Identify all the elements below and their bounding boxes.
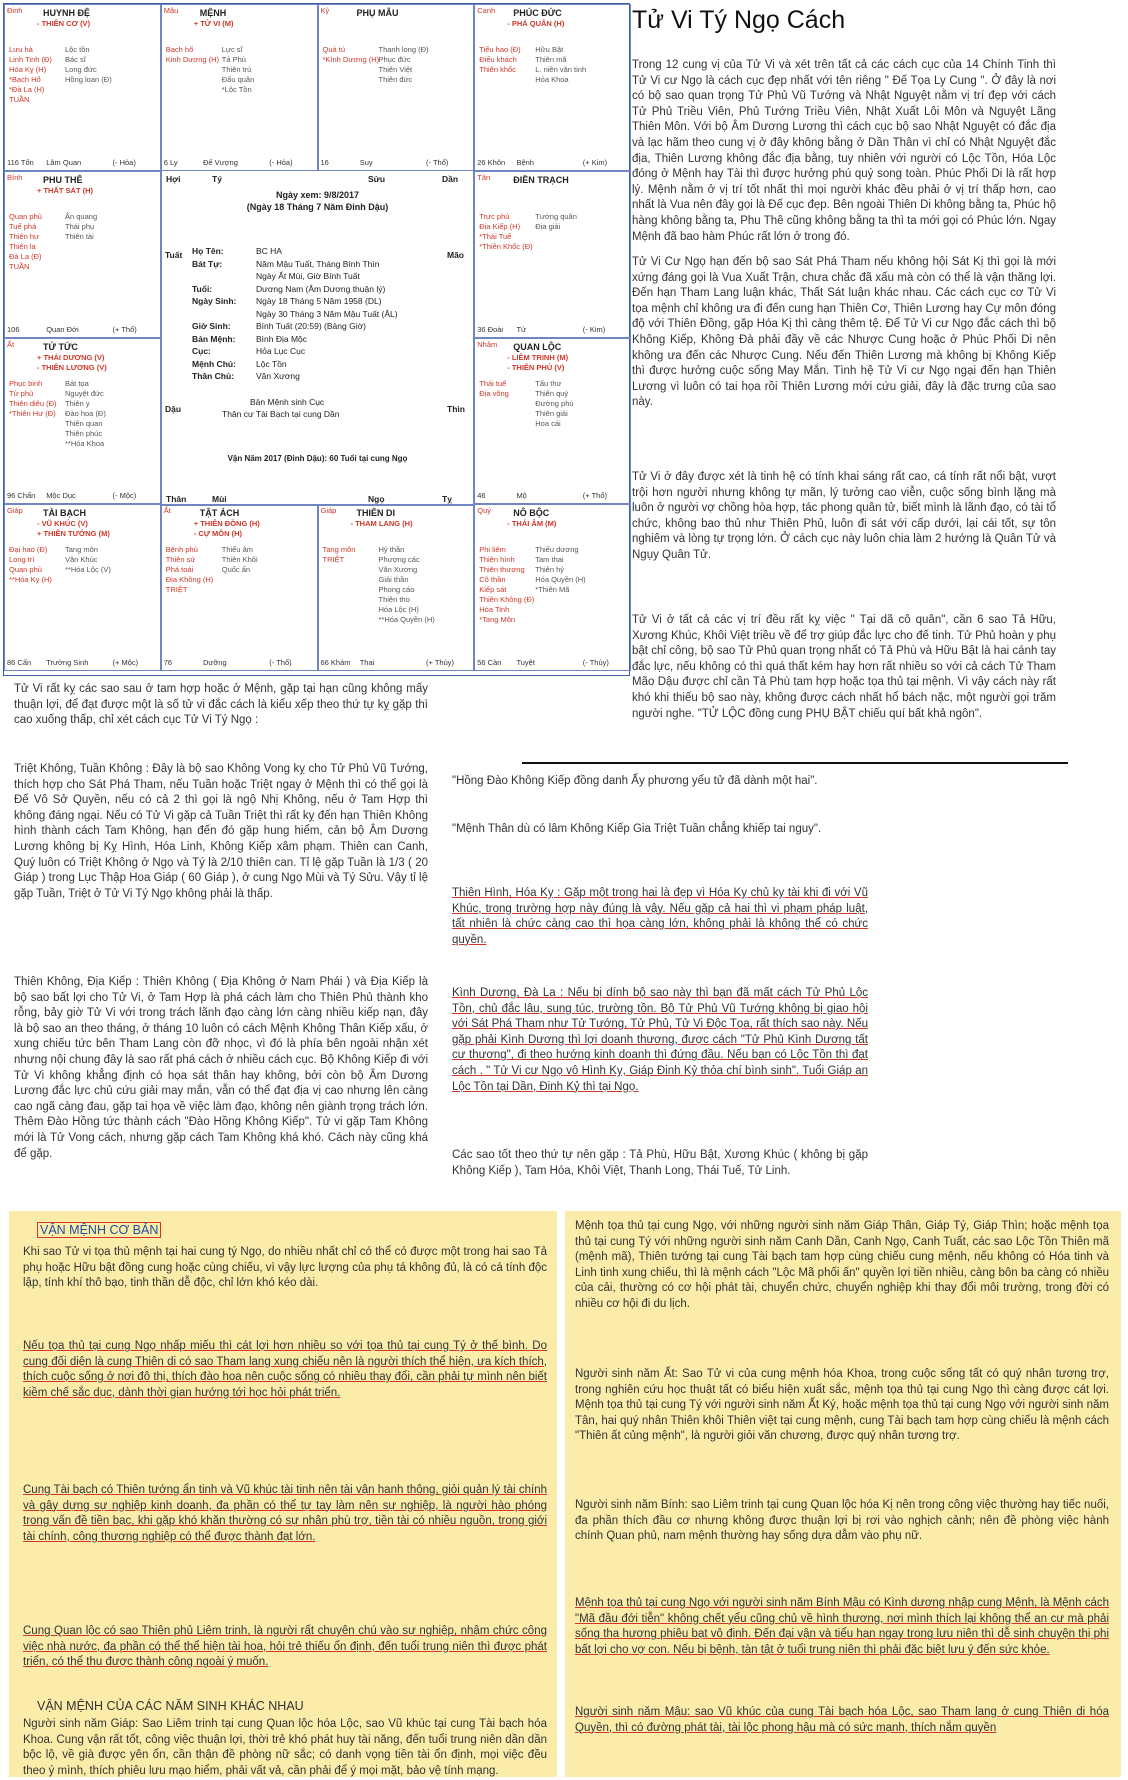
- palace-stage: Bệnh: [516, 157, 534, 167]
- personality-text: Tử Vi ở đây được xét là tinh hệ có tính khai sáng rất cao, cá tính rất nổi bật, vượt trội hơn người nhưng không tự mãn, lý tưởng cao viễn, cuộc sống bình lặng mà luôn ở người vợ chồng hòa hợp, tác phong quân tử, biết mình là lãnh đạo, có tài tổ chức, không bao thủ như Thiên Phủ, luôn đi sát với cấp dưới, lại cái tốt, sự tôn nghiêm và lòng tự trọng lớn. Ở cách cục này luôn chia làm 2 hướng là Quân Tử và Ngụy Quân Tử.: [632, 471, 1056, 561]
- info-value: Dương Nam (Âm Dương thuận lý): [256, 283, 386, 294]
- main-stars: - VŨ KHÚC (V) + THIÊN TƯỚNG (M): [37, 519, 110, 539]
- corner-dau: Dậu: [165, 404, 182, 414]
- main-stars: + THIÊN ĐỒNG (H) - CỰ MÔN (H): [193, 519, 260, 539]
- palace-footer: [321, 158, 472, 168]
- palace-stem: Nhâm: [477, 339, 498, 349]
- bad-stars: Quan phủ Tuế phá Thiên hư Thiên la Đà La (Đ) TUẦN: [9, 211, 42, 271]
- info-key: Giờ Sinh:: [192, 321, 231, 331]
- palace-element: (- Kim): [582, 324, 606, 334]
- palace-dau: [474, 171, 631, 338]
- corner-tuat: Tuất: [165, 250, 183, 260]
- palace-stage: Quan Đới: [46, 324, 79, 334]
- palace-name: PHỤ MẪU: [356, 8, 399, 18]
- corner-ti: Tỵ: [442, 494, 452, 504]
- corner-thin: Thìn: [447, 404, 465, 414]
- info-value: Ngày 30 Tháng 3 Năm Mậu Tuất (ÂL): [256, 308, 398, 319]
- good-stars: Tang môn Văn Khúc **Hóa Lộc (V): [65, 545, 111, 575]
- palace-age: 26 Khôn: [477, 157, 506, 167]
- palace-mao: [4, 338, 161, 505]
- palace-stem: Đinh: [7, 6, 23, 15]
- corner-hoi: Hợi: [166, 174, 181, 184]
- main-stars: + THẤT SÁT (H): [37, 185, 94, 195]
- info-value: Ngày Ất Mùi, Giờ Bính Tuất: [256, 271, 360, 281]
- palace-stage: Suy: [359, 157, 373, 167]
- good-stars: Bát tọa Nguyệt đức Thiên y Đào hoa (Đ) Thiên quan Thiên phúc **Hóa Khoa: [65, 378, 106, 448]
- y-text-8: Người sinh năm Bính: sao Liêm trinh tại cung Quan lộc hóa Kị nên trong công việc thường hay tiếc nuối, đa phần thích đầu cơ nhưng không được thuận lợi bị rơi vào nghịch cảnh; nên đề phòng việc hành chính Quan phủ, nam mệnh thường hay sống dựa dẫm vào phụ nữ.: [575, 1499, 1109, 1543]
- main-stars: - LIÊM TRINH (M) - THIÊN PHỦ (V): [507, 352, 569, 372]
- info-key: Cục:: [192, 346, 211, 356]
- palace-stem: Mậu: [163, 6, 179, 15]
- palace-ngo: [161, 4, 318, 171]
- bad-stars: Tang môn TRIỆT: [322, 545, 356, 565]
- palace-stage: Mộc Dục: [46, 491, 76, 501]
- khong-kiep-paragraph: [14, 975, 428, 1162]
- corner-mao: Mão: [447, 250, 464, 260]
- good-stars: Tấu thư Thiên quý Đường phù Thiên giải Hoa cái: [535, 378, 574, 428]
- bad-stars: Lưu hà Linh Tinh (Đ) Hóa Kỵ (H) *Bạch Hổ *Đà La (H) TUẦN: [9, 45, 52, 104]
- info-key: Họ Tên:: [192, 246, 224, 256]
- kinh-da-text: Kình Dương, Đà La : Nếu bị dính bộ sao này thì bạn đã mất cách Tử Phủ Lộc Tồn, chủ đắc lâu, sung túc, trường tồn. Bộ Tử Phủ Vũ Tướng không bị giao hội với Sát Phá Tham như Tử Tướng, Tử Phủ, Tử Vi Độc Tọa, rất thích sao này. Nếu gặp phải Kình Dương thì lợi doanh thương, được cách "Tử Phủ Kình Dương tất cự thương", đi theo hướng kinh doanh thì đứng đầu. Nếu bạn có Lộc Tồn thì đạt cách . " Tử Vi cư Ngọ vô Hình Kỵ, Giáp Đinh Kỷ thỏa chí bình sinh". Tuổi Giáp an Lộc Tồn tại Dần, Đinh Kỷ thì tại Ngọ.: [452, 987, 868, 1093]
- info-key: Bát Tự:: [192, 258, 223, 269]
- good-stars: Ân quang Thái phụ Thiên tài: [65, 211, 98, 241]
- palace-hoi: [474, 504, 631, 671]
- y-text-3: Cung Tài bạch có Thiên tướng ẩn tinh và Vũ khúc tài tinh nên tài vận hanh thông, giỏi quản lý tài chính và gây dựng sự nghiệp kinh doanh, đa phần có thể tự tay làm nên sự nghiệp, là người hào phóng trong vấn đề tiền bạc, khi gặp khó khăn thường có sự nhân phù trợ, tiền tài có nhiều nguồn, trong giới tài chính, công thương nghiệp có thể được thành đạt lớn.: [23, 1484, 547, 1543]
- year-fortune: Vận Năm 2017 (Đinh Dậu): 60 Tuổi tại cung Ngọ: [227, 454, 408, 463]
- palace-stage: Thai: [359, 658, 375, 667]
- good-stars: Lộc tồn Bác sĩ Long đức Hồng loan (Đ): [65, 45, 112, 84]
- palace-element: (+ Thổ): [112, 324, 137, 334]
- y-paragraph-2: [23, 1339, 547, 1401]
- palace-stem: Ất: [163, 506, 171, 516]
- info-value: Bính Tuất (20:59) (Bảng Giờ): [256, 321, 366, 331]
- palace-element: (+ Thổ): [582, 491, 608, 501]
- tuan-triet-paragraph: [14, 762, 428, 902]
- ky-intro-text: Tử Vi rất kỵ các sao sau ở tam hợp hoặc ở Mệnh, gặp tại hạn cũng không mấy thuận lợi, để đạt được một là số tử vi đắc cách là kiểu xếp theo thứ tự kỵ gặp thì cao xuống thấp, chỉ xét cách cục Tử Vi Tý Ngọ :: [14, 683, 428, 727]
- palace-stage: Tử: [516, 324, 527, 334]
- section-heading-2: [37, 1699, 547, 1715]
- han-paragraph: [632, 255, 1056, 411]
- good-stars: Hữu Bật Thiên mã L. niên văn tinh Hóa Khoa: [535, 45, 587, 84]
- good-stars: Hỷ thần Phượng các Văn Xương Giải thần Phong cáo Thiên tho Hóa Lộc (H) **Hóa Quyền (H): [378, 545, 435, 625]
- good-stars: Tướng quân Địa giải: [535, 211, 577, 231]
- corner-mui: Mùi: [212, 494, 227, 504]
- chart-notes: [222, 396, 340, 420]
- palace-stem: Tân: [477, 172, 491, 182]
- palace-age: 96 Chấn: [7, 491, 36, 501]
- phu-bat-paragraph: [632, 613, 1056, 722]
- info-key: Mệnh Chủ:: [192, 358, 236, 369]
- info-key: Thân Chủ:: [192, 371, 235, 381]
- palace-than: [474, 4, 631, 171]
- quote-1: [452, 774, 868, 790]
- section-heading-2-text: VẬN MỆNH CỦA CÁC NĂM SINH KHÁC NHAU: [37, 1699, 304, 1713]
- palace-age: 36 Đoài: [477, 324, 504, 334]
- main-stars: - THAM LANG (H): [350, 519, 413, 529]
- y-paragraph-10: [575, 1705, 1109, 1736]
- info-value: Hỏa Lục Cục: [256, 346, 306, 356]
- corner-suu: Sửu: [368, 174, 386, 184]
- bad-stars: Bạch hổ Kinh Dương (H): [165, 45, 220, 64]
- palace-footer: [477, 158, 628, 168]
- palace-ti: [318, 504, 475, 671]
- info-key: Tuổi:: [192, 283, 213, 294]
- palace-mui: [318, 4, 475, 171]
- info-row: [192, 358, 442, 371]
- main-stars: - PHÁ QUÂN (H): [507, 19, 565, 28]
- yellow-box-left: [9, 1211, 557, 1777]
- y-text-7: Người sinh năm Ất: Sao Tử vi của cung mệnh hóa Khoa, trong cuộc sống tất có quý nhân tương trợ, trong nghiên cứu học thuật tất có biểu hiện xuất sắc, mệnh tọa thủ tại cung Ngọ thì càng được cát lợi. Mệnh tọa thủ tại cung Tý với người sinh năm Ất Ký, hoặc mệnh tọa thủ tại cung Ngọ với người sinh năm Tân, hai quý nhân Thiên khôi Thiên việt tại cung mệnh, cung Tài bạch tam hợp cùng chiếu là mệnh cách "Thiên ất củng mệnh", là người giỏi văn chương, được quý nhân tương trợ.: [575, 1368, 1109, 1443]
- palace-element: (- Mộc): [112, 491, 137, 501]
- palace-stage: Tuyệt: [516, 658, 535, 667]
- info-row: [192, 370, 442, 383]
- main-stars: + THÁI DƯƠNG (V) - THIÊN LƯƠNG (V): [37, 352, 107, 372]
- palace-footer: [164, 158, 315, 168]
- bad-stars: Tiểu hao (Đ) Điếu khách Thiên khốc: [479, 45, 521, 74]
- y-paragraph-5: [23, 1717, 547, 1779]
- y-paragraph-8: [575, 1498, 1109, 1545]
- lunar-date: (Ngày 18 Tháng 7 Năm Đinh Dậu): [246, 202, 389, 212]
- palace-footer: [164, 658, 315, 668]
- palace-name: MỆNH: [199, 8, 227, 18]
- than-note: Thân cư Tài Bạch tại cung Dần: [222, 409, 340, 419]
- birth-info: [192, 245, 442, 383]
- info-row: [192, 295, 442, 308]
- quote-1-text: "Hồng Đào Không Kiếp đồng danh Ấy phương yểu tử đã dành một hai".: [452, 775, 818, 787]
- palace-footer: [7, 491, 158, 501]
- palace-element: (- Hỏa): [112, 157, 136, 167]
- good-stars-paragraph: [452, 1148, 868, 1179]
- y-text-6: Mệnh tọa thủ tại cung Ngọ, với những người sinh năm Giáp Thân, Giáp Tý, Giáp Thìn; hoặc mệnh tọa thủ tại cung Tý với những người sinh năm Canh Dần, Canh Ngọ, Canh Tuất, các sao Lộc Tồn Thiên mã (mệnh mã), Thiên tướng tại cung Tài bạch tam hợp cùng chiếu cung mệnh, nếu không có Hóa tinh và Linh tinh xung chiếu, thì là mệnh cách "Lộc Mã phối ấn" quyền lợi tiền nhiều, càng bôn ba càng có nhiều của cải, thường có cơ hội phát tài, chuyển chức, chuyển nghiệp khi thay đổi môi trường, trong đời có nhiều cơ hội đi du lịch.: [575, 1220, 1109, 1310]
- palace-name: TÀI BẠCH: [43, 508, 86, 519]
- y-text-5: Người sinh năm Giáp: Sao Liêm trinh tại cung Quan lộc hóa Lộc, sao Vũ khúc tại cung Tài bạch hóa Khoa. Cung vận rất tốt, công việc thuận lợi, thời trẻ khó phát huy tài năng, đến tuổi trung niên dần dần bộc lộ, về già được yên ổn, cần thận đề phòng nữ sắc; có danh vọng tiền tài ổn định, mọi việc đều theo ý mình, thích phiêu lưu mạo hiểm, phải vất vả, cần phải để ý mọi mặt, bảo vệ tính mạng.: [23, 1718, 547, 1777]
- info-value: Ngày 18 Tháng 5 Năm 1958 (DL): [256, 296, 382, 306]
- palace-name: QUAN LỘC: [513, 341, 562, 352]
- info-value: Bình Địa Mộc: [256, 333, 308, 344]
- palace-name: HUYNH ĐỆ: [43, 8, 91, 18]
- y-paragraph-3: [23, 1483, 547, 1545]
- y-text-4: Cung Quan lộc có sao Thiên phủ Liêm trinh, là người rất chuyên chú vào sự nghiệp, nhậm chức công việc nhà nước, đa phần có thể thể hiện tài hoa, hỏi trẻ thiếu ổn định, đến tuổi trung niên thì được phát triển, có thể thu được thành công ngoài ý muốn.: [23, 1625, 547, 1669]
- palace-tuat: [474, 338, 631, 505]
- palace-age: 116 Tốn: [7, 157, 34, 167]
- y-paragraph-4: [23, 1624, 547, 1671]
- info-key: Ngày Sinh:: [192, 296, 237, 306]
- info-key: Bản Mệnh:: [192, 333, 236, 344]
- palace-name: TẬT ÁCH: [199, 508, 240, 519]
- info-row: [192, 258, 442, 271]
- ky-intro-paragraph: [14, 682, 428, 729]
- palace-age: 16: [320, 157, 329, 167]
- good-stars: Thiếu dương Tam thai Thiên hỷ Hóa Quyền (H) *Thiên Mã: [535, 545, 586, 595]
- corner-dan: Dần: [442, 174, 459, 184]
- yellow-box-right: [565, 1211, 1121, 1777]
- palace-suu: [161, 504, 318, 671]
- palace-stage: Lâm Quan: [46, 157, 82, 167]
- palace-age: 66 Khảm: [320, 658, 351, 667]
- bad-stars: Phi liêm Thiên hình Thiên thương Cô thần Kiếp sát Thiên Không (Đ) Hóa Tinh *Tang Môn: [479, 545, 535, 625]
- palace-element: (- Hỏa): [269, 157, 293, 167]
- palace-stem: Bính: [7, 172, 23, 182]
- section-heading-1: [37, 1221, 161, 1239]
- main-stars: - THIÊN CƠ (V): [37, 19, 91, 28]
- palace-stem: Quý: [477, 506, 492, 516]
- y-text-1: Khi sao Tử vi tọa thủ mệnh tại hai cung tý Ngọ, do nhiều nhất chỉ có thể có được một trong hai sao Tả phụ hoặc Hữu bật đồng cung hoặc cùng chiếu, vì vậy lực lượng của phụ tá không đủ, là có cá tính độc lập, tính khí thô bạo, tinh thần dễ độc, chỉ lớn khó kéo dài.: [23, 1246, 547, 1290]
- bad-stars: Đại hao (Đ) Long trì Quan phù **Hóa Kỵ (H): [9, 545, 52, 585]
- palace-thin: [4, 171, 161, 338]
- palace-element: (- Thổ): [426, 157, 449, 167]
- info-value: BC HA: [256, 246, 282, 256]
- palace-element: (- Thủy): [582, 658, 609, 667]
- info-row: [192, 283, 442, 296]
- info-row: [192, 345, 442, 358]
- info-value: Năm Mậu Tuất, Tháng Bính Thìn: [256, 258, 380, 269]
- view-date: Ngày xem: 9/8/2017: [275, 190, 360, 200]
- palace-footer: [477, 325, 628, 335]
- palace-element: (+ Thủy): [426, 658, 455, 667]
- bad-stars: Thái tuế Địa võng: [479, 378, 509, 398]
- palace-age: 106: [7, 324, 20, 334]
- palace-stem: Kỷ: [320, 6, 330, 15]
- palace-stem: Giáp: [7, 506, 23, 516]
- palace-age: 56 Càn: [477, 658, 502, 667]
- palace-element: (+ Kim): [582, 157, 608, 167]
- info-value: Văn Xương: [256, 371, 300, 381]
- y-text-9: Mệnh tọa thủ tại cung Ngọ với người sinh năm Bính Mậu có Kình dương nhập cung Mệnh, là Mệnh cách "Mã đầu đới tiễn" không chết yểu cũng chủ về hình thương, nơi mình thích lại không thể an cư mà phải sống tha hương phiêu bạt vô định. Đến đại vận và tiểu hạn ngay trong lưu niên thì dễ sinh chuyện thị phi bất lợi cho vợ con. Nếu bị bệnh, tàn tật ở tuổi trung niên thì phải đặc biệt lưu ý đến sức khỏe.: [575, 1597, 1109, 1656]
- corner-ngo: Ngọ: [368, 494, 385, 504]
- palace-footer: [7, 658, 158, 668]
- palace-footer: [321, 658, 472, 668]
- palace-age: 86 Cấn: [7, 658, 32, 667]
- palace-stage: Đế Vượng: [202, 157, 238, 167]
- intro-paragraph: [632, 58, 1056, 245]
- corner-than: Thân: [166, 494, 187, 504]
- main-stars: - THÁI ÂM (M): [507, 519, 557, 529]
- y-paragraph-7: [575, 1367, 1109, 1445]
- hinh-ky-text: Thiên Hình, Hóa Kỵ : Gặp một trong hai là đẹp vì Hóa Kỵ chủ kỵ tài khi đi với Vũ Khúc, trong trường hợp này đúng là vậy. Nếu gặp cả hai thì vi phạm pháp luật, tất nhiên là chức càng cao thì họa càng lớn, không phải là không thể có chức quyền.: [452, 887, 868, 946]
- palace-footer: [7, 158, 158, 168]
- palace-footer: [477, 491, 628, 501]
- palace-age: 76: [163, 658, 173, 667]
- info-row: [192, 320, 442, 333]
- kinh-da-paragraph: [452, 986, 868, 1095]
- palace-dan: [4, 504, 161, 671]
- khong-kiep-text: Thiên Không, Địa Kiếp : Thiên Không ( Địa Không ở Nam Phái ) và Địa Kiếp là bộ sao bất lợi cho Tử Vi, ở Tam Hợp là phá cách làm cho Thiên Phủ thành kho rỗng, bảy giờ Tử Vi với trong trách lãnh đạo càng lớn càng nhiều kiếp nạn, đây là bộ sao an theo tháng, ở tháng 10 luôn có cách Mệnh Không Thân Kiếp xấu, ở xung chiếu tức bên Tham Lang còn đỡ nhọc, vì đó là phía bên ngoài nhận xét nhưng nội chung đây là sao rất phá cách ở nhiều cách cục. Bộ Không Kiếp đi với Tử Vi không khẳng định có họa sát thân hay không, bởi còn bộ Âm Dương Lương đắc lực chủ cứu giải may mắn, vẫn có thể đạt địa vị cao nhưng lên càng cao ngã càng đau, gặp tai họa về việc làm đạo, không nên giành trọng trách lớn. Thêm Đào Hồng tức thành cách "Đào Hồng Không Kiếp". Tử vi gặp Tam Không mới là Tử Vong cách, nhưng gặp cách Tam Không khá khó. Cách này cũng khá để gặp.: [14, 976, 428, 1160]
- palace-name: ĐIỀN TRẠCH: [513, 174, 569, 185]
- y-paragraph-6: [575, 1219, 1109, 1313]
- palace-name: PHU THÊ: [43, 174, 83, 185]
- palace-stem: Giáp: [320, 506, 337, 516]
- bad-stars: Phục binh Tử phù Thiên diêu (Đ) *Thiên Hư (Đ): [9, 378, 57, 418]
- palace-element: (+ Mộc): [112, 658, 139, 667]
- good-stars: Thanh long (Đ) Phục đức Thiên Việt Thiên đức: [378, 45, 429, 84]
- y-text-10: Người sinh năm Mậu: sao Vũ khúc của cung Tài bạch hóa Lộc, sao Tham lang ở cung Thiên di hóa Quyền, thì có đường phát tài, tài lộc phong hậu mà có sức mạnh, thích nắm quyền: [575, 1706, 1109, 1734]
- y-paragraph-1: [23, 1245, 547, 1292]
- han-text: Tử Vi Cư Ngọ hạn đến bộ sao Sát Phá Tham nếu không hội Sát Kị thì gọi là mới xứng đáng gọi là Vua Xuất Trận, chưa chắc đã xấu mà còn có thể là vận thăng lợi. Đến hạn Tham Lang luận khác, Thất Sát luận khác nhau. Các cách cục cơ Tử Vi tọa mệnh chỉ không ưa đi đến cung hạn Thiên Cơ, Thiên Lương hay Cự môn đóng độ với Thiên Đồng, gặp Hóa Kị thì càng thêm tệ. Để Tử Vi cư Ngọ đắc cách thì bộ Không Kiếp, Không Đà phải đầy về các Nhược Cung hoặc ở Phúc Phối Di nên không ưa đến các Nhược Cung. Nếu đến Thiên Lương mà không bị Không Kiếp thì được hưởng cuộc sống May Mắn. Tình hệ Tử Vi cư Ngọ ngại đến hạn Thiên Lương vì luôn có tai họa rồi Thiên Lương mới cứu giải, đây là đặc trưng của sao này.: [632, 256, 1056, 409]
- palace-name: TỬ TỨC: [43, 341, 78, 352]
- palace-stage: Trường Sinh: [46, 658, 89, 667]
- info-row: [192, 333, 442, 346]
- good-stars: Lực sĩ Tả Phù Thiên trù Đẩu quân *Lộc Tồn: [221, 45, 255, 94]
- bad-stars: Bệnh phù Thiên sứ Phá toái Địa Không (H) TRIỆT: [165, 545, 214, 595]
- palace-footer: [7, 325, 158, 335]
- astrology-chart: [3, 3, 630, 676]
- palace-name: NÔ BỘC: [513, 508, 550, 519]
- menh-note: Bản Mệnh sinh Cục: [250, 397, 325, 407]
- section-heading-1-text: VẬN MỆNH CƠ BẢN: [37, 1222, 161, 1238]
- palace-stage: Dưỡng: [202, 658, 227, 667]
- quote-2-text: "Mệnh Thân dù có lâm Không Kiếp Gia Triệt Tuần chẳng khiếp tai nguy".: [452, 823, 822, 835]
- tuan-triet-text: Triệt Không, Tuần Không : Đây là bộ sao Không Vong kỵ cho Tử Phủ Vũ Tướng, thích hợp cho Sát Phá Tham, nếu Tuần hoặc Triệt ngay ở Mệnh thì có thể gọi là Đế Vô Sở Quyền, nếu có cả 2 thì gọi là ngộ Nhị Không, nếu ở Tam Hợp thì không đáng ngại. Nếu có Tử Vi gặp cả Tuần Triệt thì rất kỵ đến hạn Thiên Không hình thành cách Tam Không, hạn đến đó gặp hung hiểm, cản bộ Âm Dương Lương không bị Kỵ Hình, Hóa Linh, Không Kiếp xâm phạm. Thiên can Canh, Quý luôn có Triệt Không ở Ngọ và Tý là 2/10 thiên can. Tỉ lệ gặp Tuần là 1/3 ( 20 Giáp ) trong Lục Thập Hoa Giáp ( 60 Giáp ), ở cung Ngọ Mùi và Tý Sửu. Vậy tỉ lệ gặp Tuần, Triệt ở Tử Vi Tý Ngọ không phải là thấp.: [14, 763, 428, 900]
- hinh-ky-paragraph: [452, 886, 868, 948]
- y-paragraph-9: [575, 1596, 1109, 1658]
- palace-name: THIÊN DI: [356, 508, 396, 519]
- palace-stem: Canh: [477, 6, 496, 15]
- good-stars: Thiếu âm Thiên Khôi Quốc ấn: [221, 545, 258, 575]
- page-title: Tử Vi Tý Ngọ Cách: [632, 6, 846, 34]
- intro-text: Trong 12 cung vị của Tử Vi và xét trên tất cả các cách cục của 14 Chính Tinh thì Tử Vi cư Ngọ là cách cục đẹp nhất với tên riêng " Đế Tọa Ly Cung ". Ở đây là nơi có bộ sao quan trọng Tử Phủ Vũ Tướng và Nhật Nguyệt nằm vị trí đẹp với cách Tử Phủ Triều Viên, Phủ Tướng Triều Viên, Nhật Xuất Lôi Môn và Nguyệt Lãng Thiên Môn. Với bộ Âm Dương Lương thì cách cục bộ sao Nhật Nguyệt có đắc địa và lạc hãm theo cung vị ở đây không bằng ở Dần Thân vì chỉ có Nhật Nguyệt đắc địa, Thiên Lương không đắc địa bằng, tuy nhiên với người có Lộc Tồn, Hóa Lộc đóng ở Mệnh hay Tài thì được hưởng phú quý song toàn. Phúc Phối Di là rất hợp lý. Mệnh nằm ở vị trí tốt nhất thì mọi người khác đều phải ở vị trí thấp hơn, cao nhất là Vua nên đây gọi là Đế cục đẹp. Bên ngoài Thiên Di không bằng ta, Phúc hộ hàng không bằng ta, Phu Thê cũng không bằng ta thì ta mới gọi có Phúc lớn. Ngay Mệnh đã bao hàm Phúc rất lớn ở trong đó.: [632, 59, 1056, 243]
- phu-bat-text: Tử Vi ở tất cả các vị trí đều rất kỵ việc " Tại dã cô quân", cần 6 sao Tả Hữu, Xương Khúc, Khôi Việt triều về để trợ giúp đắc lực cho đế tinh. Tử Phủ hoàn y phụ bật chỉ công, bộ sao Tử Phủ quan trọng nhất có Tả Phù và Hữu Bật là hai cánh tay đắc lực, nếu không có thì quá thất kém hay hơn rất nhiều so với cả cách Tử Tham Mão Dậu được chỉ cần Tả Phù tam hợp hoặc tọa thủ tại mệnh. Vì vậy cách này rất khó khi thiếu bộ sao này, không được cách nhất hổ bách nặc, một người gọi trăm người nghe. "TỬ LỘC đồng cung PHỤ BẬT chiếu quí bất khả ngôn".: [632, 614, 1056, 720]
- palace-age: 46: [477, 491, 486, 501]
- palace-age: 6 Ly: [163, 157, 178, 167]
- palace-name: PHÚC ĐỨC: [513, 8, 562, 18]
- info-row: [192, 270, 442, 283]
- chart-center-panel: [161, 170, 474, 506]
- info-row: [192, 245, 442, 258]
- personality-paragraph: [632, 470, 1056, 564]
- info-row: [192, 308, 442, 321]
- divider: [522, 762, 1068, 764]
- palace-footer: [477, 658, 628, 668]
- main-stars: + TỬ VI (M): [193, 19, 234, 28]
- palace-stage: Mộ: [516, 491, 527, 501]
- bad-stars: Quả tú *Kình Dương (H): [322, 45, 380, 64]
- y-text-2: Nếu tọa thủ tại cung Ngọ nhấp miếu thì cát lợi hơn nhiều so với tọa thủ tại cung Tý ở thế bình. Do cung đối diện là cung Thiên di có sao Tham lang xung chiếu nên là người thích thể hiện, ưa kích thích, thích cuộc sống ở nơi đô thị, thích đào hoa nên cuộc sống có nhiều thay đổi, cần phải tự mình nên biết kiềm chế sắc dục, dành thời gian hướng tới học hỏi phát triển.: [23, 1340, 547, 1399]
- palace-stem: Ất: [7, 339, 15, 349]
- good-stars-text: Các sao tốt theo thứ tự nên gặp : Tả Phù, Hữu Bật, Xương Khúc ( không bị gặp Không Kiếp ), Tam Hóa, Khôi Việt, Thanh Long, Thái Tuế, Tử Linh.: [452, 1149, 868, 1177]
- palace-element: (- Thổ): [269, 658, 292, 667]
- info-value: Lộc Tồn: [256, 358, 287, 369]
- bad-stars: Trực phù Địa Kiếp (H) *Thái Tuế *Thiên Khốc (Đ): [479, 211, 533, 251]
- quote-2: [452, 822, 868, 838]
- corner-ty: Tý: [212, 174, 222, 184]
- palace-ty: [4, 4, 161, 171]
